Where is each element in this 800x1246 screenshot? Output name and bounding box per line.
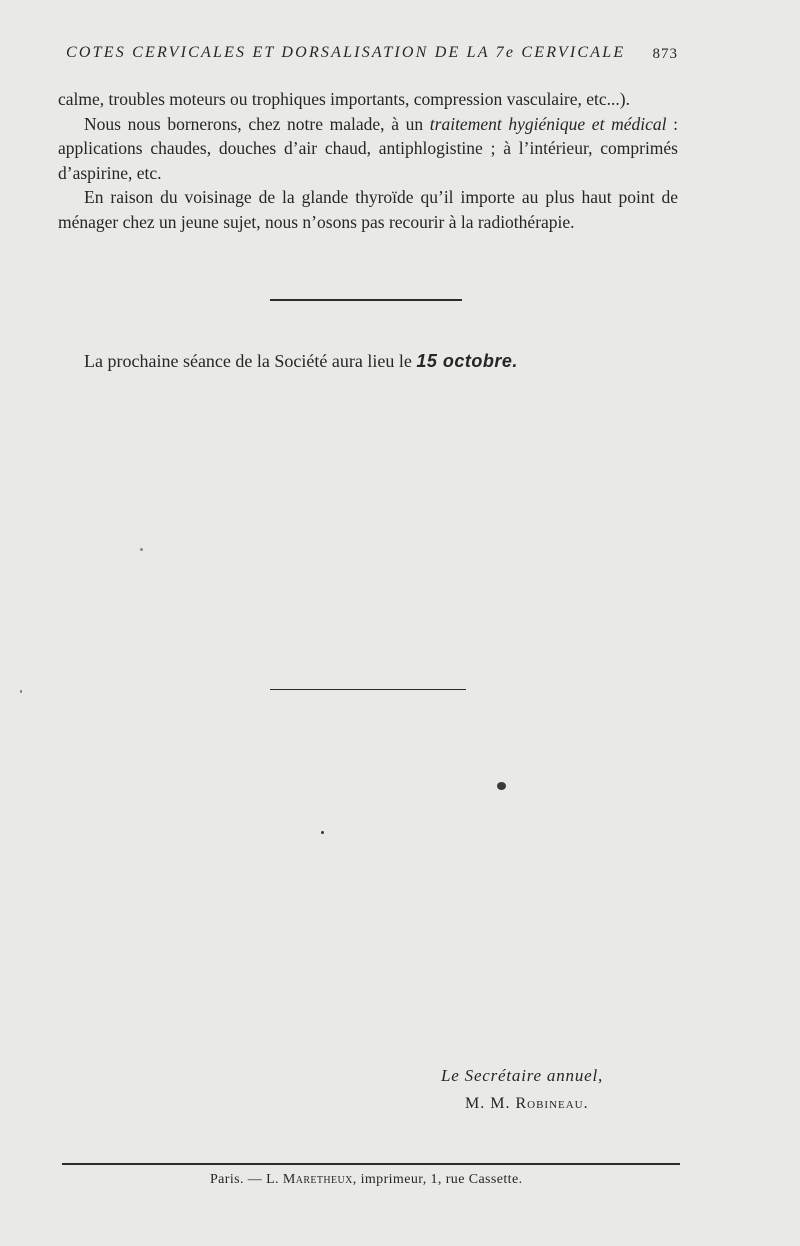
imprint-printer: Maretheux xyxy=(282,1172,353,1187)
meeting-date: 15 octobre. xyxy=(416,351,518,371)
signature-name xyxy=(465,1095,589,1113)
treatment-phrase: traitement hygiénique et médical xyxy=(429,113,667,134)
imprint-address: , imprimeur, 1, rue Cassette. xyxy=(352,1172,523,1187)
announcement-text: La prochaine séance de la Société aura lieu le xyxy=(84,351,417,371)
signature-role: Le Secrétaire annuel, xyxy=(441,1066,604,1085)
paragraph-2 xyxy=(58,112,678,186)
section-divider-2 xyxy=(270,689,466,690)
ink-speck xyxy=(140,548,143,551)
imprint-city: Paris. — L. xyxy=(210,1172,283,1187)
paragraph-1: calme, troubles moteurs ou trophiques importants, compression vasculaire, etc...). xyxy=(58,89,631,109)
ink-speck xyxy=(497,782,506,790)
signature-surname: Robineau. xyxy=(515,1095,589,1112)
paragraph-2-end: : applications chaudes, douches d’air chaud, antiphlogistine ; à l’intérieur, comprimés d’aspirine, etc. xyxy=(58,113,679,183)
printer-imprint xyxy=(210,1172,522,1188)
body-text xyxy=(58,87,678,234)
paragraph-3: En raison du voisinage de la glande thyroïde qu’il importe au plus haut point de ménager chez un jeune sujet, nous n’osons pas recourir à la radiothérapie. xyxy=(58,187,678,232)
page-number: 873 xyxy=(652,46,678,62)
running-title: COTES CERVICALES ET DORSALISATION DE LA 7e CERVICALE xyxy=(66,44,626,61)
ink-speck xyxy=(321,831,324,834)
running-head xyxy=(66,44,678,66)
paragraph-2-start: Nous nous bornerons, chez notre malade, à un xyxy=(84,113,430,134)
section-divider xyxy=(270,299,462,301)
next-meeting-announcement xyxy=(84,351,518,372)
ink-speck xyxy=(20,690,22,693)
signature-initials: M. M. xyxy=(465,1095,516,1112)
footer-rule xyxy=(62,1163,680,1165)
